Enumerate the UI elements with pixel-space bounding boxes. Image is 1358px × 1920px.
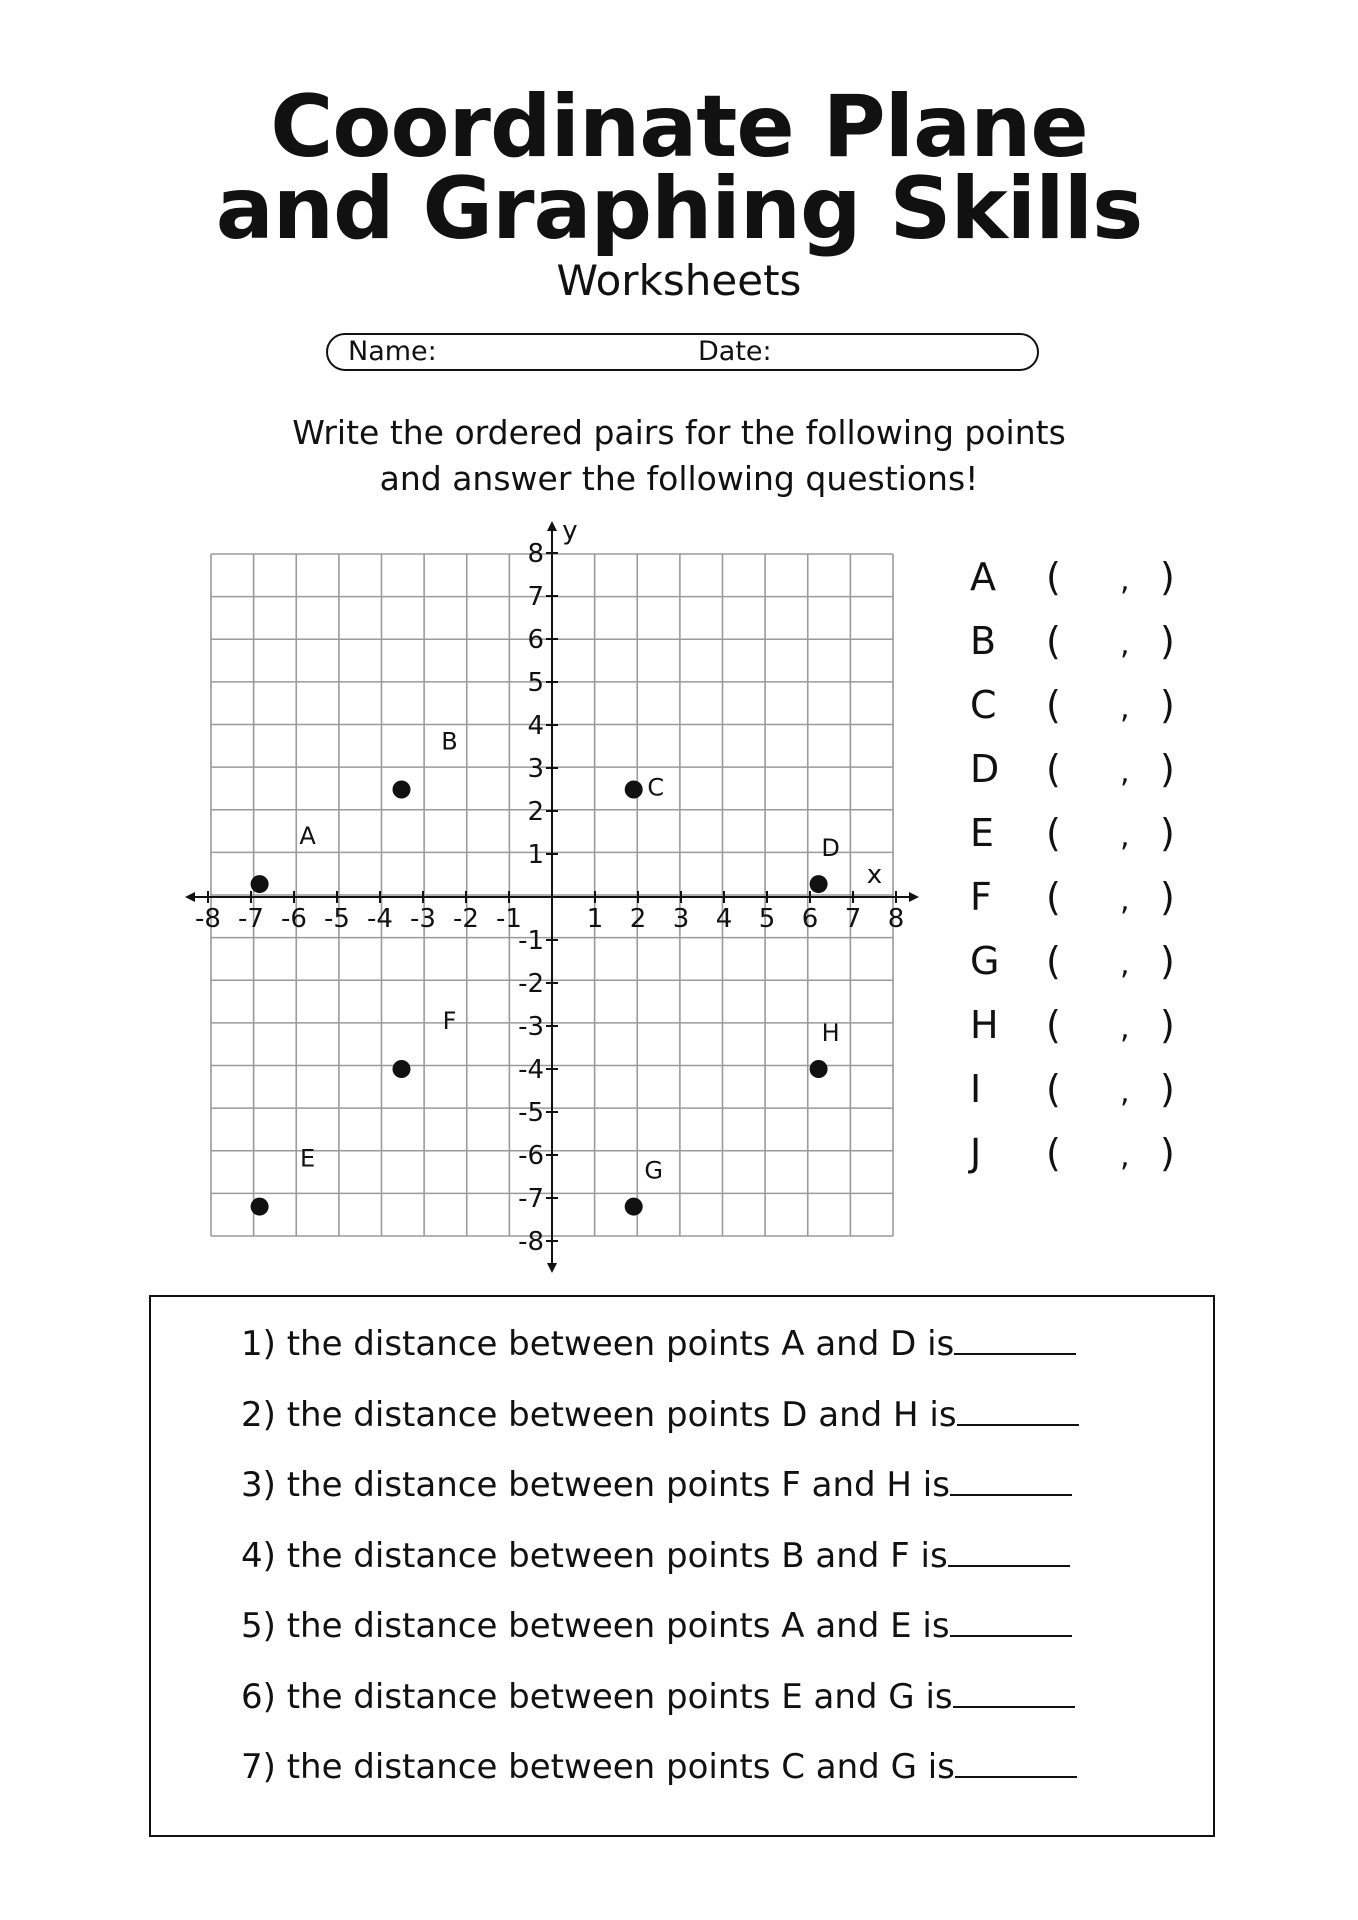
pair-row-e [970,811,1310,875]
y-tick-label: -8 [518,1227,544,1257]
y-tick-label: 8 [527,539,544,569]
y-tick-label: -6 [518,1141,544,1171]
y-tick-label: -7 [518,1184,544,1214]
y-tick-label: -1 [518,926,544,956]
x-tick-label: -3 [410,904,436,934]
y-tick-label: -5 [518,1098,544,1128]
x-tick-label: -7 [238,904,264,934]
pair-label: G [970,939,1000,983]
x-axis-label: x [866,860,883,890]
x-tick-label: -2 [453,904,479,934]
answer-blank[interactable] [955,1746,1077,1778]
x-tick-label: -5 [324,904,350,934]
x-tick-label: 7 [844,904,862,934]
point-e [251,1198,269,1216]
close-paren: ) [1160,683,1175,727]
comma: , [1120,1075,1130,1110]
y-tick-label: 2 [527,797,544,827]
question-3 [241,1458,1079,1529]
open-paren: ( [1046,747,1061,791]
answer-blank[interactable] [948,1535,1070,1567]
point-a [251,875,269,893]
point-d [810,875,828,893]
answer-blank[interactable] [953,1676,1075,1708]
question-5 [241,1599,1079,1670]
question-text: 7) the distance between points C and G is [241,1747,955,1787]
point-label-e: E [300,1144,316,1173]
comma: , [1120,947,1130,982]
pair-label: A [970,555,996,599]
instructions-line-1: Write the ordered pairs for the following points [292,413,1066,452]
comma: , [1120,1011,1130,1046]
date-label: Date: [698,336,772,367]
close-paren: ) [1160,811,1175,855]
x-tick-label: 4 [715,904,733,934]
point-f [393,1060,411,1078]
point-label-b: B [441,727,458,756]
name-date-box [326,333,1039,371]
pair-label: F [970,875,992,919]
open-paren: ( [1046,811,1061,855]
pair-row-j [970,1131,1310,1195]
x-axis-arrow-left [185,892,195,902]
point-label-d: D [821,834,840,863]
x-tick-label: -4 [367,904,393,934]
x-tick-label: 2 [629,904,647,934]
question-text: 5) the distance between points A and E is [241,1606,950,1646]
pair-row-g [970,939,1310,1003]
x-tick-label: 1 [586,904,604,934]
title-line-2: and Graphing Skills [215,159,1143,259]
point-g [625,1198,643,1216]
open-paren: ( [1046,1067,1061,1111]
y-axis-arrow-down [547,1263,557,1273]
answer-blank[interactable] [950,1464,1072,1496]
y-tick-label: 6 [527,625,544,655]
x-tick-label: -6 [281,904,307,934]
comma: , [1120,755,1130,790]
close-paren: ) [1160,747,1175,791]
pair-label: J [970,1131,982,1175]
answer-blank[interactable] [954,1323,1076,1355]
pair-row-a [970,555,1310,619]
x-tick-label: 8 [887,904,905,934]
close-paren: ) [1160,555,1175,599]
question-text: 2) the distance between points D and H is [241,1394,957,1435]
open-paren: ( [1046,683,1061,727]
x-tick-label: 5 [758,904,776,934]
answer-blank[interactable] [950,1605,1072,1637]
open-paren: ( [1046,939,1061,983]
point-label-a: A [299,822,316,851]
instructions [0,410,1358,502]
questions-box [149,1295,1215,1837]
x-tick-label: 3 [672,904,690,934]
pair-row-h [970,1003,1310,1067]
comma: , [1120,819,1130,854]
x-tick-label: -1 [496,904,522,934]
open-paren: ( [1046,1131,1061,1175]
title-line-1: Coordinate Plane [270,77,1088,177]
question-4 [241,1529,1079,1600]
open-paren: ( [1046,875,1061,919]
y-tick-label: -4 [518,1055,544,1085]
pair-row-d [970,747,1310,811]
pair-label: B [970,619,997,663]
pair-label: E [970,811,995,855]
y-tick-label: 1 [527,840,544,870]
x-axis-arrow-right [909,892,919,902]
point-b [393,781,411,799]
close-paren: ) [1160,1131,1175,1175]
y-tick-label: -3 [518,1012,544,1042]
name-label: Name: [348,336,437,367]
pair-label: D [970,747,1000,791]
point-c [625,781,643,799]
y-axis-label: y [562,516,578,546]
question-text: 6) the distance between points E and G is [241,1676,953,1717]
worksheet-title [0,77,1358,259]
instructions-line-2: and answer the following questions! [379,459,979,498]
close-paren: ) [1160,619,1175,663]
comma: , [1120,627,1130,662]
question-1 [241,1317,1079,1388]
point-label-g: G [644,1156,664,1185]
comma: , [1120,563,1130,598]
question-text: 3) the distance between points F and H is [241,1465,950,1505]
pair-row-b [970,619,1310,683]
close-paren: ) [1160,1067,1175,1111]
point-h [810,1060,828,1078]
y-tick-label: 3 [527,754,544,784]
questions-list [241,1317,1079,1811]
ordered-pairs-list [970,555,1310,1195]
close-paren: ) [1160,1003,1175,1047]
answer-blank[interactable] [957,1394,1079,1426]
worksheet-subtitle: Worksheets [556,256,802,305]
question-2 [241,1388,1079,1459]
pair-label: C [970,683,997,727]
close-paren: ) [1160,875,1175,919]
open-paren: ( [1046,1003,1061,1047]
point-label-c: C [647,773,665,802]
x-tick-label: -8 [195,904,221,934]
question-text: 4) the distance between points B and F is [241,1535,948,1576]
y-tick-label: 4 [527,711,544,741]
question-7 [241,1740,1079,1811]
point-label-h: H [821,1019,840,1047]
close-paren: ) [1160,939,1175,983]
coordinate-plane [180,515,920,1275]
y-tick-label: -2 [518,969,544,999]
question-text: 1) the distance between points A and D is [241,1324,955,1364]
y-tick-label: 7 [527,582,544,612]
x-tick-label: 6 [801,904,819,934]
y-axis-arrow-up [547,521,557,531]
pair-label: I [970,1067,982,1111]
question-6 [241,1670,1079,1741]
comma: , [1120,883,1130,918]
point-label-f: F [442,1007,457,1035]
pair-row-c [970,683,1310,747]
pair-label: H [970,1003,999,1047]
pair-row-i [970,1067,1310,1131]
y-tick-label: 5 [527,668,544,698]
comma: , [1120,1139,1130,1174]
open-paren: ( [1046,555,1061,599]
pair-row-f [970,875,1310,939]
open-paren: ( [1046,619,1061,663]
comma: , [1120,691,1130,726]
